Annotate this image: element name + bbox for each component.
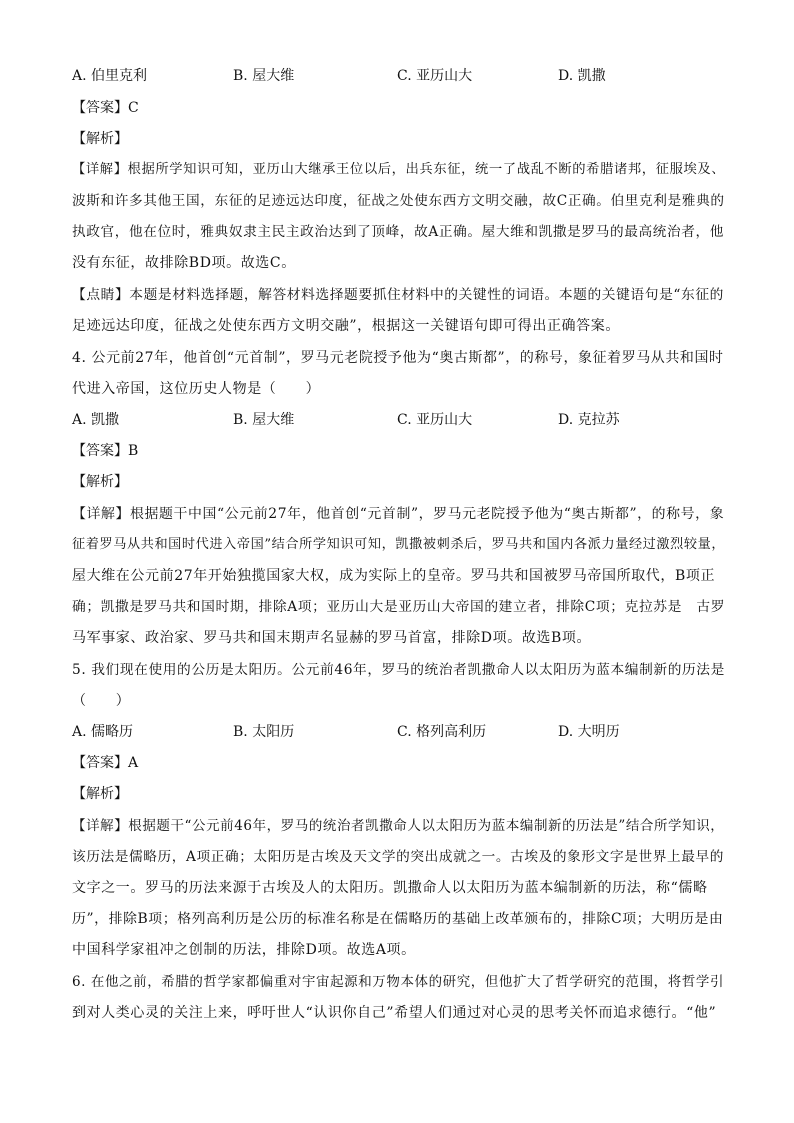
q5-option-d: D. 大明历 [558,724,620,740]
q3-answer: 【答案】C [72,100,139,116]
q4-answer: 【答案】B [72,443,139,459]
q5-option-a: A. 儒略历 [72,724,134,740]
q4-detail-line: 【详解】根据题干中国“公元前27年，他首创“元首制”，罗马元老院授予他为“奥古斯都”，的称号，象 [72,506,725,522]
q3-detail-line: 没有东征，故排除BD项。故选C。 [72,255,296,271]
q5-stem-line: （ ） [72,693,131,709]
q4-stem-line: 4. 公元前27年，他首创“元首制”，罗马元老院授予他为“奥古斯都”，的称号，象征着罗马从共和国时 [72,350,724,366]
q4-detail-line: 屋大维在公元前27年开始独揽国家大权，成为实际上的皇帝。罗马共和国被罗马帝国所取代，B项正 [72,568,716,584]
q3-option-c: C. 亚历山大 [397,68,473,84]
q4-option-c: C. 亚历山大 [397,412,473,428]
q3-option-a: A. 伯里克利 [72,68,148,84]
q5-stem-line: 5. 我们现在使用的公历是太阳历。公元前46年，罗马的统治者凯撒命人以太阳历为蓝本编制新的历法是 [72,662,725,678]
q4-option-d: D. 克拉苏 [558,412,620,428]
q3-options [72,66,722,86]
q5-options [72,722,722,742]
q4-option-a: A. 凯撒 [72,412,120,428]
q4-detail-line: 马军事家、政治家、罗马共和国末期声名显赫的罗马首富，排除D项。故选B项。 [72,630,592,646]
q4-stem-line: 代进入帝国，这位历史人物是（ ） [72,381,321,397]
q6-stem-line: 6. 在他之前，希腊的哲学家都偏重对宇宙起源和万物本体的研究，但他扩大了哲学研究的范围，将哲学引 [72,974,725,990]
q5-answer: 【答案】A [72,755,139,771]
q5-analysis-label: 【解析】 [72,786,128,802]
q5-detail-line: 历”，排除B项；格列高利历是公历的标准名称是在儒略历的基础上改革颁布的，排除C项；大明历是由 [72,911,724,927]
q4-option-b: B. 屋大维 [233,412,295,428]
q5-detail-line: 文字之一。罗马的历法来源于古埃及人的太阳历。凯撒命人以太阳历为蓝本编制新的历法，称“儒略 [72,880,708,896]
q3-analysis-label: 【解析】 [72,131,128,147]
q3-option-b: B. 屋大维 [233,68,295,84]
q6-stem-line: 到对人类心灵的关注上来，呼吁世人“认识你自己”希望人们通过对心灵的思考关怀而追求德行。“他” [72,1005,717,1021]
q5-detail-line: 中国科学家祖冲之创制的历法，排除D项。故选A项。 [72,942,416,958]
q4-analysis-label: 【解析】 [72,474,128,490]
q3-comment-line: 【点睛】本题是材料选择题，解答材料选择题要抓住材料中的关键性的词语。本题的关键语句是“东征的 [72,287,724,303]
q5-option-b: B. 太阳历 [233,724,295,740]
q3-detail-line: 执政官，他在位时，雅典奴隶主民主政治达到了顶峰，故A正确。屋大维和凯撒是罗马的最高统治者，他 [72,224,724,240]
q5-detail-line: 【详解】根据题干“公元前46年，罗马的统治者凯撒命人以太阳历为蓝本编制新的历法是”结合所学知识， [72,818,725,834]
q5-detail-line: 该历法是儒略历，A项正确；太阳历是古埃及天文学的突出成就之一。古埃及的象形文字是世界上最早的 [72,849,724,865]
q4-detail-line: 确；凯撒是罗马共和国时期，排除A项；亚历山大是亚历山大帝国的建立者，排除C项；克拉苏是 古罗 [72,599,726,615]
q3-detail-line: 波斯和许多其他王国，东征的足迹远达印度，征战之处使东西方文明交融，故C正确。伯里克利是雅典的 [72,193,725,209]
q5-option-c: C. 格列高利历 [397,724,487,740]
q3-detail-line: 【详解】根据所学知识可知，亚历山大继承王位以后，出兵东征，统一了战乱不断的希腊诸邦，征服埃及、 [72,162,726,177]
q4-options [72,410,722,430]
q4-detail-line: 征着罗马从共和国时代进入帝国”结合所学知识可知，凯撒被刺杀后，罗马共和国内各派力量经过激烈较量， [72,537,726,552]
q3-option-d: D. 凯撒 [558,68,606,84]
q3-comment-line: 足迹远达印度，征战之处使东西方文明交融”，根据这一关键语句即可得出正确答案。 [72,318,620,334]
